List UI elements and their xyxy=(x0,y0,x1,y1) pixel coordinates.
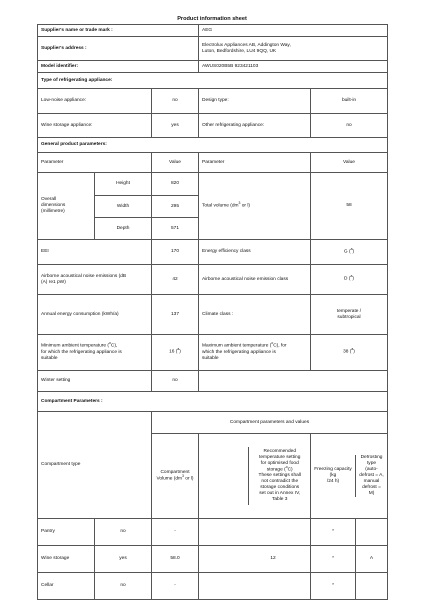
address-line-1: Electrolux Appliances AB, Addington Way, xyxy=(202,42,291,48)
compartment-freeze-defrost xyxy=(311,573,388,600)
total-volume-value: 58 xyxy=(311,173,388,240)
temp-header-text xyxy=(249,447,310,505)
volume-header-text: Volume (dm xyxy=(156,476,183,482)
height-label: Height xyxy=(95,173,152,196)
compartment-present: yes xyxy=(95,546,152,573)
info-table xyxy=(37,24,388,600)
model-value: AWUS020B5B 923421103 xyxy=(199,61,388,73)
eei-row xyxy=(38,240,388,265)
col-header-parameter-2: Parameter xyxy=(199,153,311,173)
eec-label: Energy efficiency class xyxy=(199,240,311,265)
temp-h-6: not contradict the xyxy=(261,479,299,485)
noise-class-text: D ( xyxy=(344,276,351,282)
temperature-header xyxy=(199,434,311,519)
defrost-header-line-1: Defrosting type xyxy=(360,455,383,467)
overall-dimensions-label xyxy=(38,173,95,240)
wine-storage-row xyxy=(38,114,388,138)
compartment-name: Cellar xyxy=(38,573,95,600)
volume-header-line-1: Compartment xyxy=(160,469,190,475)
temp-header-inner xyxy=(199,447,310,505)
model-label: Model identifier: xyxy=(38,61,199,73)
compartments-group-row xyxy=(38,412,388,434)
supplier-address-row xyxy=(38,37,388,61)
temp-h-sup: o xyxy=(285,464,288,469)
climate-value xyxy=(311,295,388,335)
compartment-row xyxy=(38,519,388,546)
compartment-row xyxy=(38,573,388,600)
freeze-defrost-inner xyxy=(311,455,387,497)
total-volume-text-end: or l) xyxy=(240,203,251,209)
max-temp-value-sup: a xyxy=(351,347,354,352)
temp-header-spacer xyxy=(199,447,249,505)
min-temp-text: Minimum ambient temperature ( xyxy=(41,343,109,349)
temp-h-2: for optimised food xyxy=(260,460,299,466)
max-temp-line-2: which the refrigerating appliance is xyxy=(202,349,276,355)
design-type-value: built-in xyxy=(311,89,388,114)
eec-value xyxy=(311,240,388,265)
winter-row xyxy=(38,371,388,392)
compartment-group-header: Compartment parameters and values xyxy=(152,412,388,434)
max-temp-value-text: 38 ( xyxy=(343,349,352,355)
ambient-temp-row xyxy=(38,335,388,371)
winter-value: no xyxy=(152,371,199,392)
eec-value-end: ) xyxy=(352,249,355,255)
energy-value: 137 xyxy=(152,295,199,335)
address-line-2: Luton, Bedfordshire, LU4 9QQ, UK xyxy=(202,48,277,54)
col-header-parameter: Parameter xyxy=(38,153,152,173)
compartment-freezing: * xyxy=(311,546,356,572)
compartment-defrost xyxy=(356,519,388,545)
col-header-value-2: Value xyxy=(311,153,388,173)
compartment-volume: - xyxy=(152,519,199,546)
volume-header-line-2 xyxy=(155,473,195,483)
height-value: 820 xyxy=(152,173,199,196)
climate-label: Climate class : xyxy=(199,295,311,335)
low-noise-row xyxy=(38,89,388,114)
freezing-header-line-2: /24 h) xyxy=(326,478,340,484)
compartment-present: no xyxy=(95,573,152,600)
other-appliance-value: no xyxy=(311,114,388,138)
freezing-header-line-1: Freezing capacity (kg xyxy=(314,467,352,478)
noise-row xyxy=(38,265,388,295)
temp-h-3-end: C) xyxy=(287,467,293,473)
compartment-fd-inner xyxy=(311,519,387,545)
noise-class-label: Airborne acoustical noise emission class xyxy=(199,265,311,295)
max-temp-line-3: suitable xyxy=(202,355,219,361)
supplier-name-row xyxy=(38,25,388,37)
col-header-value: Value xyxy=(152,153,199,173)
supplier-name-label: Supplier's name or trade mark : xyxy=(38,25,199,37)
compartment-fd-inner xyxy=(311,573,387,599)
compartment-fd-inner xyxy=(311,546,387,572)
noise-class-sup: a xyxy=(350,274,353,279)
min-temp-value-end: ) xyxy=(179,349,181,355)
temp-h-9: Table 3 xyxy=(271,497,288,503)
other-appliance-label: Other refrigerating appliance: xyxy=(199,114,311,138)
height-row xyxy=(38,173,388,196)
general-heading-row xyxy=(38,138,388,153)
max-temp-text-end: C), for xyxy=(273,343,287,349)
energy-row xyxy=(38,295,388,335)
min-temp-value xyxy=(152,335,199,371)
appliance-type-heading-row xyxy=(38,73,388,89)
temp-h-1: temperature setting xyxy=(259,454,301,460)
volume-header-end: or l) xyxy=(183,476,194,482)
noise-value: 42 xyxy=(152,265,199,295)
width-label: Width xyxy=(95,196,152,218)
eei-value: 170 xyxy=(152,240,199,265)
temp-h-3-text: storage ( xyxy=(266,467,286,473)
compartment-freezing: * xyxy=(311,573,356,599)
temp-h-7: storage conditions xyxy=(260,485,300,491)
compartment-type-header: Compartment type xyxy=(38,412,152,519)
appliance-type-heading: Type of refrigerating appliance: xyxy=(38,73,388,89)
eei-label: EEI xyxy=(38,240,152,265)
compartment-defrost xyxy=(356,573,388,599)
noise-class-end: ) xyxy=(352,276,354,282)
wine-storage-value: yes xyxy=(152,114,199,138)
compartment-temp xyxy=(199,519,311,546)
winter-blank xyxy=(199,371,388,392)
defrost-header-line-2: (auto-defrost = A, xyxy=(359,467,384,478)
noise-class-value xyxy=(311,265,388,295)
compartment-name: Wine storage xyxy=(38,546,95,573)
max-temp-label xyxy=(199,335,311,371)
min-temp-line-3: suitable xyxy=(41,355,58,361)
compartment-present: no xyxy=(95,519,152,546)
freeze-defrost-header xyxy=(311,434,388,519)
design-type-label: Design type: xyxy=(199,89,311,114)
min-temp-sup: o xyxy=(108,341,111,346)
page-title: Product information sheet xyxy=(177,16,247,22)
noise-label-line-1: Airborne acoustical noise emissions (dB xyxy=(41,273,127,279)
compartment-temp: 12 xyxy=(199,546,311,573)
depth-label: Depth xyxy=(95,218,152,240)
compartment-volume: - xyxy=(152,573,199,600)
dims-line-1: Overall xyxy=(41,197,57,203)
supplier-address-label: Supplier's address : xyxy=(38,37,199,61)
freezing-header xyxy=(311,455,356,497)
supplier-name-value: AEG xyxy=(199,25,388,37)
dims-line-2: dimensions xyxy=(41,203,66,208)
min-temp-value-text: 16 ( xyxy=(169,349,178,355)
compartment-defrost: A xyxy=(369,556,374,561)
compartment-freeze-defrost xyxy=(311,546,388,573)
noise-label-line-2: (A) re1 pW) xyxy=(41,279,66,285)
eec-value-text: G ( xyxy=(343,249,351,255)
general-header-row xyxy=(38,153,388,173)
wine-storage-label: Wine storage appliance: xyxy=(38,114,152,138)
depth-value: 571 xyxy=(152,218,199,240)
volume-header xyxy=(152,434,199,519)
compartments-heading: Compartment Parameters : xyxy=(38,392,388,412)
min-temp-line-1 xyxy=(41,343,148,350)
compartment-freezing: * xyxy=(311,519,356,545)
compartment-freeze-defrost xyxy=(311,519,388,546)
general-heading: General product parameters: xyxy=(38,138,388,153)
defrost-header xyxy=(356,455,388,497)
min-temp-label xyxy=(38,335,152,371)
supplier-address-value xyxy=(199,37,388,61)
defrost-header-line-3: manual defrost = M) xyxy=(362,478,381,496)
volume-header-sup: 3 xyxy=(182,473,184,478)
climate-value-line-1: temperate / xyxy=(336,308,362,314)
energy-label: Annual energy consumption (kWh/a) xyxy=(38,295,152,335)
low-noise-value: no xyxy=(152,89,199,114)
compartment-name: Pantry xyxy=(38,519,95,546)
compartments-heading-row xyxy=(38,392,388,412)
total-volume-sup: 3 xyxy=(238,200,241,205)
total-volume-text: Total volume (dm xyxy=(202,203,239,209)
model-row xyxy=(38,61,388,73)
max-temp-sup: o xyxy=(271,341,274,346)
min-temp-value-sup: a xyxy=(177,347,180,352)
min-temp-text-end: C), xyxy=(110,343,118,349)
max-temp-value xyxy=(311,335,388,371)
min-temp-line-2: for which the refrigerating appliance is xyxy=(41,349,122,355)
max-temp-line-1 xyxy=(202,343,307,350)
winter-label: Winter setting xyxy=(38,371,152,392)
total-volume-label xyxy=(199,173,311,240)
noise-label xyxy=(38,265,152,295)
compartment-row xyxy=(38,546,388,573)
low-noise-label: Low-noise appliance: xyxy=(38,89,152,114)
climate-value-line-2: subtropical xyxy=(337,314,361,320)
compartment-temp xyxy=(199,573,311,600)
max-temp-text: Maximum ambient temperature ( xyxy=(202,343,272,349)
eec-sup: a xyxy=(350,246,353,251)
temp-h-0: Recommended xyxy=(263,448,296,454)
temp-h-8: set out in Annex IV, xyxy=(259,491,301,497)
width-value: 295 xyxy=(152,196,199,218)
dims-line-3: (millimetre) xyxy=(41,208,65,214)
max-temp-value-end: ) xyxy=(353,349,355,355)
temp-h-5: These settings shall xyxy=(258,473,301,479)
compartment-volume: 58.0 xyxy=(152,546,199,573)
